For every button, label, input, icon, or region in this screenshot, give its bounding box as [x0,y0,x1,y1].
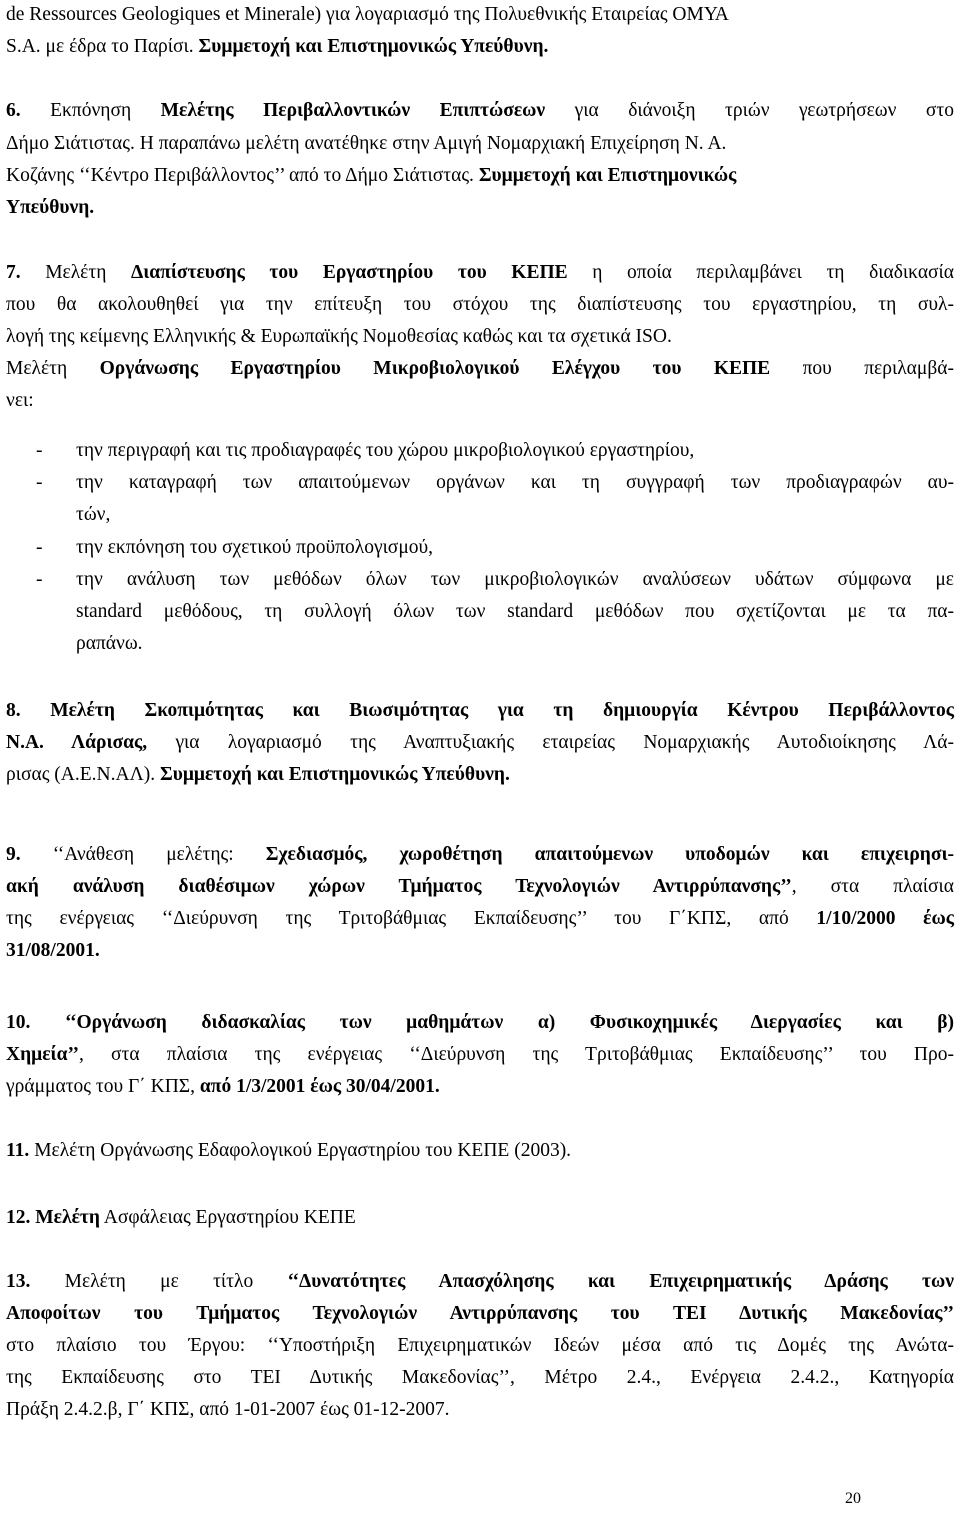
bullet-1-line-1 [76,439,954,463]
p7-line-5 [6,389,954,413]
p8-line-1 [6,699,954,723]
text-run: Συμμετοχή και Επιστημονικώς Υπεύθυνη. [159,764,510,785]
p6-line-4 [6,196,954,220]
text-run: Κοζάνης ‘‘Κέντρο Περιβάλλοντος’’ από το Δήμο Σιάτιστας. [6,165,479,186]
bullet-4-line-2 [76,600,954,624]
text-run: ακή ανάλυση διαθέσιμων χώρων Τμήματος Τεχνολογιών Αντιρρύπανσης’’ [6,876,792,897]
p10-line-2 [6,1043,954,1067]
text-run: λογή της κείμενης Ελληνικής & Ευρωπαϊκής Νομοθεσίας καθώς και τα σχετικά ISO. [6,326,672,347]
text-run: Χημεία’’ [6,1044,80,1065]
text-run: γράμματος του Γ΄ ΚΠΣ, [6,1076,200,1097]
text-run: στο πλαίσιο του Έργου: ‘‘Υποστήριξη Επιχειρηματικών Ιδεών μέσα από τις Δομές της Ανώτα- [6,1335,954,1356]
p9-line-1 [6,843,954,867]
text-run: , στα πλαίσια [791,876,954,897]
text-run: Πράξη 2.4.2.β, Γ΄ ΚΠΣ, από 1-01-2007 έως 01-12-2007. [6,1399,450,1420]
p9-line-3 [6,907,954,931]
p5-line-2 [6,35,954,59]
text-run: Οργάνωσης Εργαστηρίου Μικροβιολογικού Ελέγχου του ΚΕΠΕ [99,358,771,379]
p9-line-4 [6,939,954,963]
text-run: Μελέτης Περιβαλλοντικών Επιπτώσεων [160,100,546,121]
text-run: Ασφάλειας Εργαστηρίου ΚΕΠΕ [99,1207,356,1228]
text-run: 1/10/2000 έως [816,908,954,929]
text-run: της ενέργειας ‘‘Διεύρυνση της Τριτοβάθμιας Εκπαίδευσης’’ του Γ΄ΚΠΣ, από [6,908,817,929]
p6-line-3 [6,164,954,188]
p7-line-3 [6,325,954,349]
text-run: 7. [6,262,21,283]
p10-line-3 [6,1075,954,1099]
text-run: την περιγραφή και τις προδιαγραφές του χώρου μικροβιολογικού εργαστηρίου, [76,440,695,461]
text-run: 8. Μελέτη Σκοπιμότητας και Βιωσιμότητας για τη δημιουργία Κέντρου Περιβάλλοντος [6,700,954,721]
p13-line-4 [6,1366,954,1390]
text-run: 12. Μελέτη [6,1207,100,1228]
text-run: Μελέτη [20,262,131,283]
text-run: ‘‘Δυνατότητες Απασχόλησης και Επιχειρηματικής Δράσης των [287,1271,954,1292]
text-run: ραπάνω. [76,633,143,654]
text-run: τών, [76,504,111,525]
p8-line-2 [6,731,954,755]
text-run: για λογαριασμό της Αναπτυξιακής εταιρείας Νομαρχιακής Αυτοδιοίκησης Λά- [147,732,954,753]
p13-line-2 [6,1302,954,1326]
p10-line-1 [6,1011,954,1035]
text-run: 6. [6,100,21,121]
list-bullet-dash: - [36,537,43,558]
p13-line-1 [6,1270,954,1294]
p12-line-1 [6,1206,954,1230]
bullet-2-line-1 [76,471,954,495]
p13-line-5 [6,1398,954,1422]
text-run: Σχεδιασμός, χωροθέτηση απαιτούμενων υποδομών και επιχειρησι- [265,844,954,865]
text-run: Συμμετοχή και Επιστημονικώς Υπεύθυνη. [198,36,549,57]
text-run: της Εκπαίδευσης στο ΤΕΙ Δυτικής Μακεδονίας’’, Μέτρο 2.4., Ενέργεια 2.4.2., Κατηγορία [6,1367,954,1388]
text-run: 9. [6,844,21,865]
p11-line-1 [6,1139,954,1163]
text-run: την καταγραφή των απαιτούμενων οργάνων και τη συγγραφή των προδιαγραφών αυ- [76,472,954,493]
text-run: 13. [6,1271,31,1292]
p8-line-3 [6,763,954,787]
p5-line-1 [6,3,954,27]
text-run: 11. [6,1140,30,1161]
text-run: νει: [6,390,34,411]
bullet-2-line-2 [76,503,954,527]
text-run: ρισας (Α.Ε.Ν.ΑΛ). [6,764,160,785]
p6-line-2 [6,132,954,156]
p7-line-4 [6,357,954,381]
text-run: την εκπόνηση του σχετικού προϋπολογισμού, [76,537,434,558]
text-run: 10. ‘‘Οργάνωση διδασκαλίας των μαθημάτων α) Φυσικοχημικές Διεργασίες και β) [6,1012,954,1033]
text-run: Συμμετοχή και Επιστημονικώς [478,165,737,186]
text-run: η οποία περιλαμβάνει τη διαδικασία [567,262,955,283]
text-run: Δήμο Σιάτιστας. Η παραπάνω μελέτη ανατέθηκε στην Αμιγή Νομαρχιακή Επιχείρηση Ν. Α. [6,133,727,154]
text-run: Διαπίστευσης του Εργαστηρίου του ΚΕΠΕ [130,262,568,283]
p13-line-3 [6,1334,954,1358]
text-run: S.A. με έδρα το Παρίσι. [6,36,199,57]
page-number: 20 [845,1490,861,1507]
text-run: 31/08/2001. [6,940,100,961]
text-run: που περιλαμβά- [770,358,954,379]
p6-line-1 [6,99,954,123]
p9-line-2 [6,875,954,899]
text-run: Υπεύθυνη. [6,197,95,218]
text-run: standard μεθόδους, τη συλλογή όλων των standard μεθόδων που σχετίζονται με τα πα- [76,601,954,622]
bullet-4-line-1 [76,568,954,592]
text-run: ‘‘Ανάθεση μελέτης: [20,844,266,865]
text-run: de Ressources Geologiques et Minerale) για λογαριασμό της Πολυεθνικής Εταιρείας ΟΜΥΑ [6,4,729,25]
bullet-4-line-3 [76,632,954,656]
text-run: που θα ακολουθηθεί για την επίτευξη του στόχου της διαπίστευσης του εργαστηρίου, τη συλ- [6,294,954,315]
list-bullet-dash: - [36,440,43,461]
text-run: Μελέτη με τίτλο [30,1271,288,1292]
text-run: , στα πλαίσια της ενέργειας ‘‘Διεύρυνση της Τριτοβάθμιας Εκπαίδευσης’’ του Προ- [79,1044,954,1065]
text-run: την ανάλυση των μεθόδων όλων των μικροβιολογικών αναλύσεων υδάτων σύμφωνα με [76,569,954,590]
text-run: από 1/3/2001 έως 30/04/2001. [199,1076,440,1097]
text-run: Μελέτη [6,358,100,379]
p7-line-2 [6,293,954,317]
text-run: για διάνοιξη τριών γεωτρήσεων στο [545,100,954,121]
list-bullet-dash: - [36,569,43,590]
text-run: Αποφοίτων του Τμήματος Τεχνολογιών Αντιρρύπανσης του ΤΕΙ Δυτικής Μακεδονίας’’ [6,1303,954,1324]
text-run: Εκπόνηση [20,100,161,121]
bullet-3-line-1 [76,536,954,560]
text-run: Ν.Α. Λάρισας, [6,732,148,753]
list-bullet-dash: - [36,472,43,493]
p7-line-1 [6,261,954,285]
text-run: Μελέτη Οργάνωσης Εδαφολογικού Εργαστηρίου του ΚΕΠΕ (2003). [29,1140,572,1161]
